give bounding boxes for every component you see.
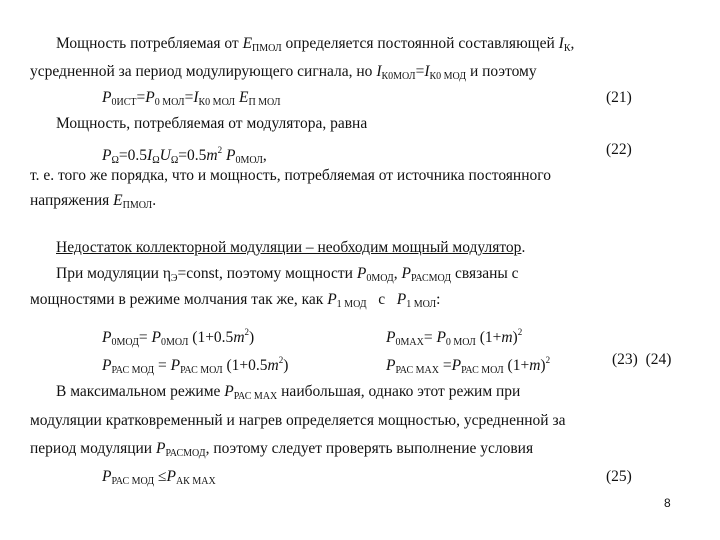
text-line-3: Мощность, потребляемая от модулятора, равна	[56, 115, 368, 132]
formula-24-left: $P_{РАС МОД} = P_{РАС МОЛ}$ $(1+0.5m^2)$	[102, 355, 289, 376]
text-line-1: Мощность потребляемая от $E_{ПМОЛ}$ определяется постоянной составляющей $I_К$,	[56, 35, 575, 54]
formula-25: $P_{РАС МОД} \le P_{АК MAX}$	[102, 468, 216, 487]
text-line-6-drawback: Недостаток коллекторной модуляции – необходим мощный модулятор.	[56, 239, 526, 256]
text-line-10: модуляции кратковременный и нагрев определяется мощностью, усредненной за	[30, 412, 566, 429]
formula-22: $P_\Omega=0.5I_\Omega U_\Omega=0.5m^2$ $P_{0МОЛ}$,	[102, 145, 267, 166]
formula-21-number: (21)	[606, 89, 632, 106]
formula-24-right: $P_{РАС MAX} =P_{РАС МОЛ}$ $(1+m)^2$	[386, 355, 551, 376]
formula-23-left: $P_{0МОД}= P_{0МОЛ}$ $(1+0.5m^2)$	[102, 327, 255, 348]
formula-23-right: $P_{0MAX}= P_{0 МОЛ}$ $(1+m)^2$	[386, 327, 523, 348]
text-line-4: т. е. того же порядка, что и мощность, потребляемая от источника постоянного	[30, 167, 551, 184]
formula-25-number: (25)	[606, 468, 632, 485]
text-line-2: усредненной за период модулирующего сигнала, но $I_{К0МОЛ}=I_{К0 МОД}$ и поэтому	[30, 63, 537, 82]
text-line-5: напряжения $E_{ПМОЛ}$.	[30, 192, 157, 211]
formula-21: $P_{0ИСТ}=P_{0 МОЛ}=I_{К0 МОЛ}$ $E_{П МОЛ}$	[102, 89, 281, 108]
text-line-7: При модуляции $\eta_Э=const$, поэтому мощности $P_{0МОД}$, $P_{РАСМОД}$ связаны с	[56, 265, 519, 284]
text-line-11: период модуляции $P_{РАСМОД}$, поэтому следует проверять выполнение условия	[30, 440, 534, 459]
text-line-8: мощностями в режиме молчания так же, как $P_{1 МОД}$ с $P_{1 МОЛ}$:	[30, 291, 441, 310]
text-line-9: В максимальном режиме $P_{РАС MAX}$ наибольшая, однако этот режим при	[56, 383, 521, 402]
page-number: 8	[664, 496, 671, 510]
formula-22-number: (22)	[606, 141, 632, 158]
formula-23-24-number: (23) (24)	[612, 351, 672, 368]
